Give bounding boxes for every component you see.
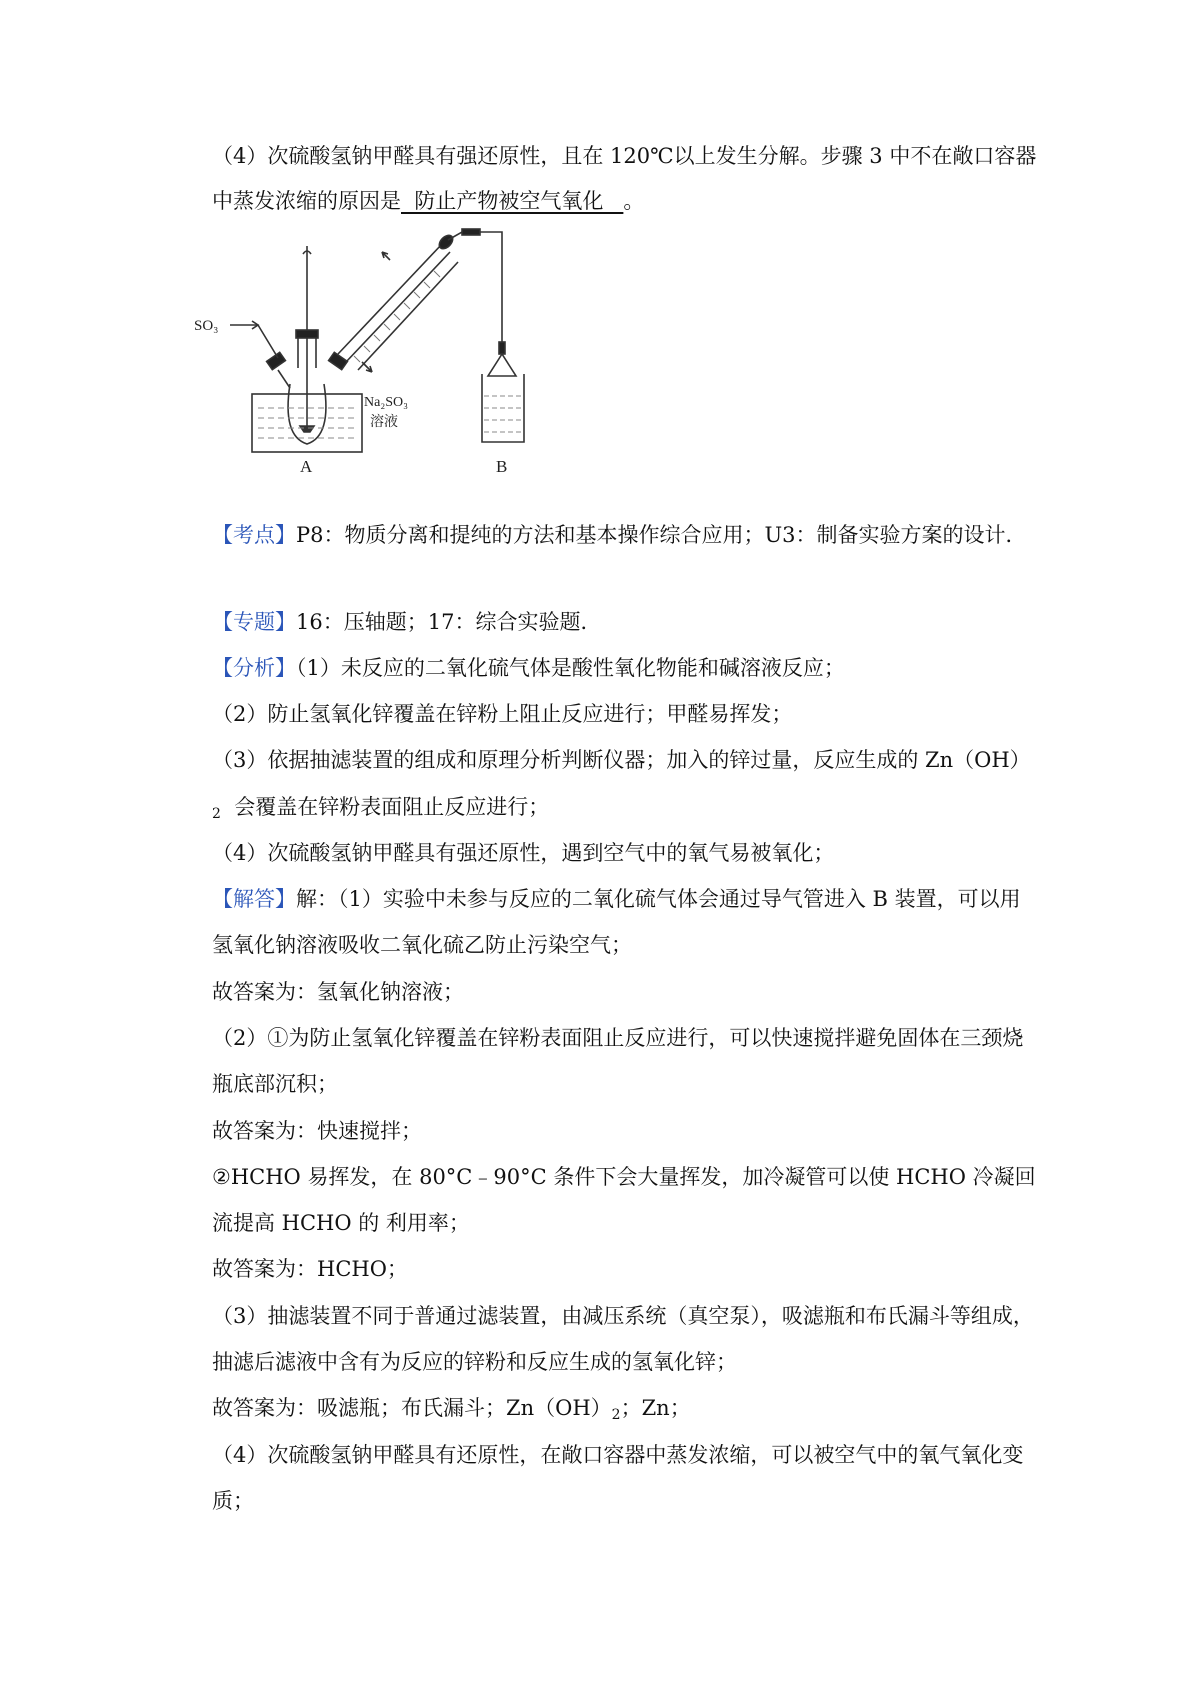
- q4-line-2-prefix: 中蒸发浓缩的原因是: [212, 189, 401, 213]
- stir-paddle: [300, 426, 314, 432]
- jieda-s2f: 故答案为：HCHO；: [212, 1257, 408, 1281]
- fenxi-p3: （3）依据抽滤装置的组成和原理分析判断仪器；加入的锌过量，反应生成的 Zn（OH）: [212, 748, 1031, 772]
- label-gas: SO₃: [194, 318, 219, 334]
- condenser-inner: [338, 244, 442, 354]
- tube-joint: [462, 229, 480, 235]
- jieda-s4b: 质；: [212, 1489, 254, 1513]
- jieda-s3c-subscript: 2: [611, 1407, 621, 1423]
- zhuanti-line: [212, 607, 601, 637]
- kaodian-line: [212, 520, 1027, 550]
- jieda-s3c-prefix: 故答案为：吸滤瓶；布氏漏斗；Zn（OH）: [212, 1396, 612, 1420]
- fenxi-p3-subscript: 2: [212, 806, 221, 822]
- jieda-s4a: （4）次硫酸氢钠甲醛具有还原性，在敞口容器中蒸发浓缩，可以被空气中的氧气氧化变: [212, 1443, 1024, 1467]
- jieda-s3c: [212, 1393, 691, 1430]
- q4-answer: 防止产物被空气氧化: [401, 189, 624, 213]
- jieda-s2e: 流提高 HCHO 的 利用率；: [212, 1211, 470, 1235]
- jieda-s1a: 解：（1）实验中未参与反应的二氧化硫气体会通过导气管进入 B 装置，可以用: [296, 887, 1021, 911]
- kaodian-tag: 【考点】: [212, 523, 296, 547]
- fenxi-p1: （1）未反应的二氧化硫气体是酸性氧化物能和碱溶液反应；: [296, 656, 845, 680]
- q4-line-2: [212, 186, 644, 216]
- tube-end: [499, 342, 505, 354]
- condenser-outer-1: [346, 252, 450, 362]
- jieda-s3b: 抽滤后滤液中含有为反应的锌粉和反应生成的氢氧化锌；: [212, 1350, 737, 1374]
- fenxi-tag: 【分析】: [212, 656, 296, 680]
- jieda-line-1: [212, 884, 1021, 914]
- jieda-s1c: 故答案为：氢氧化钠溶液；: [212, 980, 464, 1004]
- apparatus-figure: [194, 246, 542, 496]
- water-in-arrow-icon: [362, 362, 372, 372]
- q4-line-2-suffix: 。: [623, 189, 645, 213]
- fenxi-p3-rest: 会覆盖在锌粉表面阻止反应进行；: [220, 795, 550, 819]
- inlet-tube: [230, 325, 278, 358]
- fenxi-p3-continued: [212, 792, 549, 829]
- inverted-funnel: [488, 354, 516, 376]
- right-stopper: [329, 352, 348, 369]
- jieda-s2a: （2）①为防止氢氧化锌覆盖在锌粉表面阻止反应进行，可以快速搅拌避免固体在三颈烧: [212, 1026, 1024, 1050]
- fenxi-p4: （4）次硫酸氢钠甲醛具有强还原性，遇到空气中的氧气易被氧化；: [212, 841, 835, 865]
- jieda-s3a: （3）抽滤装置不同于普通过滤装置，由减压系统（真空泵），吸滤瓶和布氏漏斗等组成，: [212, 1304, 1034, 1328]
- condenser-coils: [354, 271, 440, 362]
- jieda-tag: 【解答】: [212, 887, 296, 911]
- water-out-arrow-icon: [382, 252, 390, 260]
- jieda-s1b: 氢氧化钠溶液吸收二氧化硫乙防止污染空气；: [212, 933, 632, 957]
- zhuanti-text: 16：压轴题；17：综合实验题．: [296, 610, 602, 634]
- connecting-tube: [448, 232, 502, 350]
- jieda-s2d: ②HCHO 易挥发，在 80°C﹣90°C 条件下会大量挥发，加冷凝管可以使 HCHO 冷凝回: [212, 1165, 1036, 1189]
- zhuanti-tag: 【专题】: [212, 610, 296, 634]
- condenser-top-stopper: [437, 233, 455, 251]
- fenxi-line-1: [212, 653, 845, 683]
- label-a: A: [300, 457, 313, 476]
- label-b: B: [496, 457, 508, 476]
- jieda-s2c: 故答案为：快速搅拌；: [212, 1119, 422, 1143]
- q4-line-1: （4）次硫酸氢钠甲醛具有强还原性，且在 120℃以上发生分解。步骤 3 中不在敞口容器: [212, 144, 1037, 168]
- kaodian-text: P8：物质分离和提纯的方法和基本操作综合应用；U3：制备实验方案的设计．: [296, 523, 1027, 547]
- label-solution-1: Na₂SO₃: [364, 395, 408, 410]
- jieda-s3c-suffix: ；Zn；: [620, 1396, 691, 1420]
- label-solution-2: 溶液: [370, 414, 398, 430]
- fenxi-p2: （2）防止氢氧化锌覆盖在锌粉上阻止反应进行；甲醛易挥发；: [212, 702, 793, 726]
- left-neck: [278, 370, 290, 388]
- jieda-s2b: 瓶底部沉积；: [212, 1072, 338, 1096]
- beaker-liquid-lines: [484, 396, 522, 432]
- middle-stopper: [296, 330, 318, 338]
